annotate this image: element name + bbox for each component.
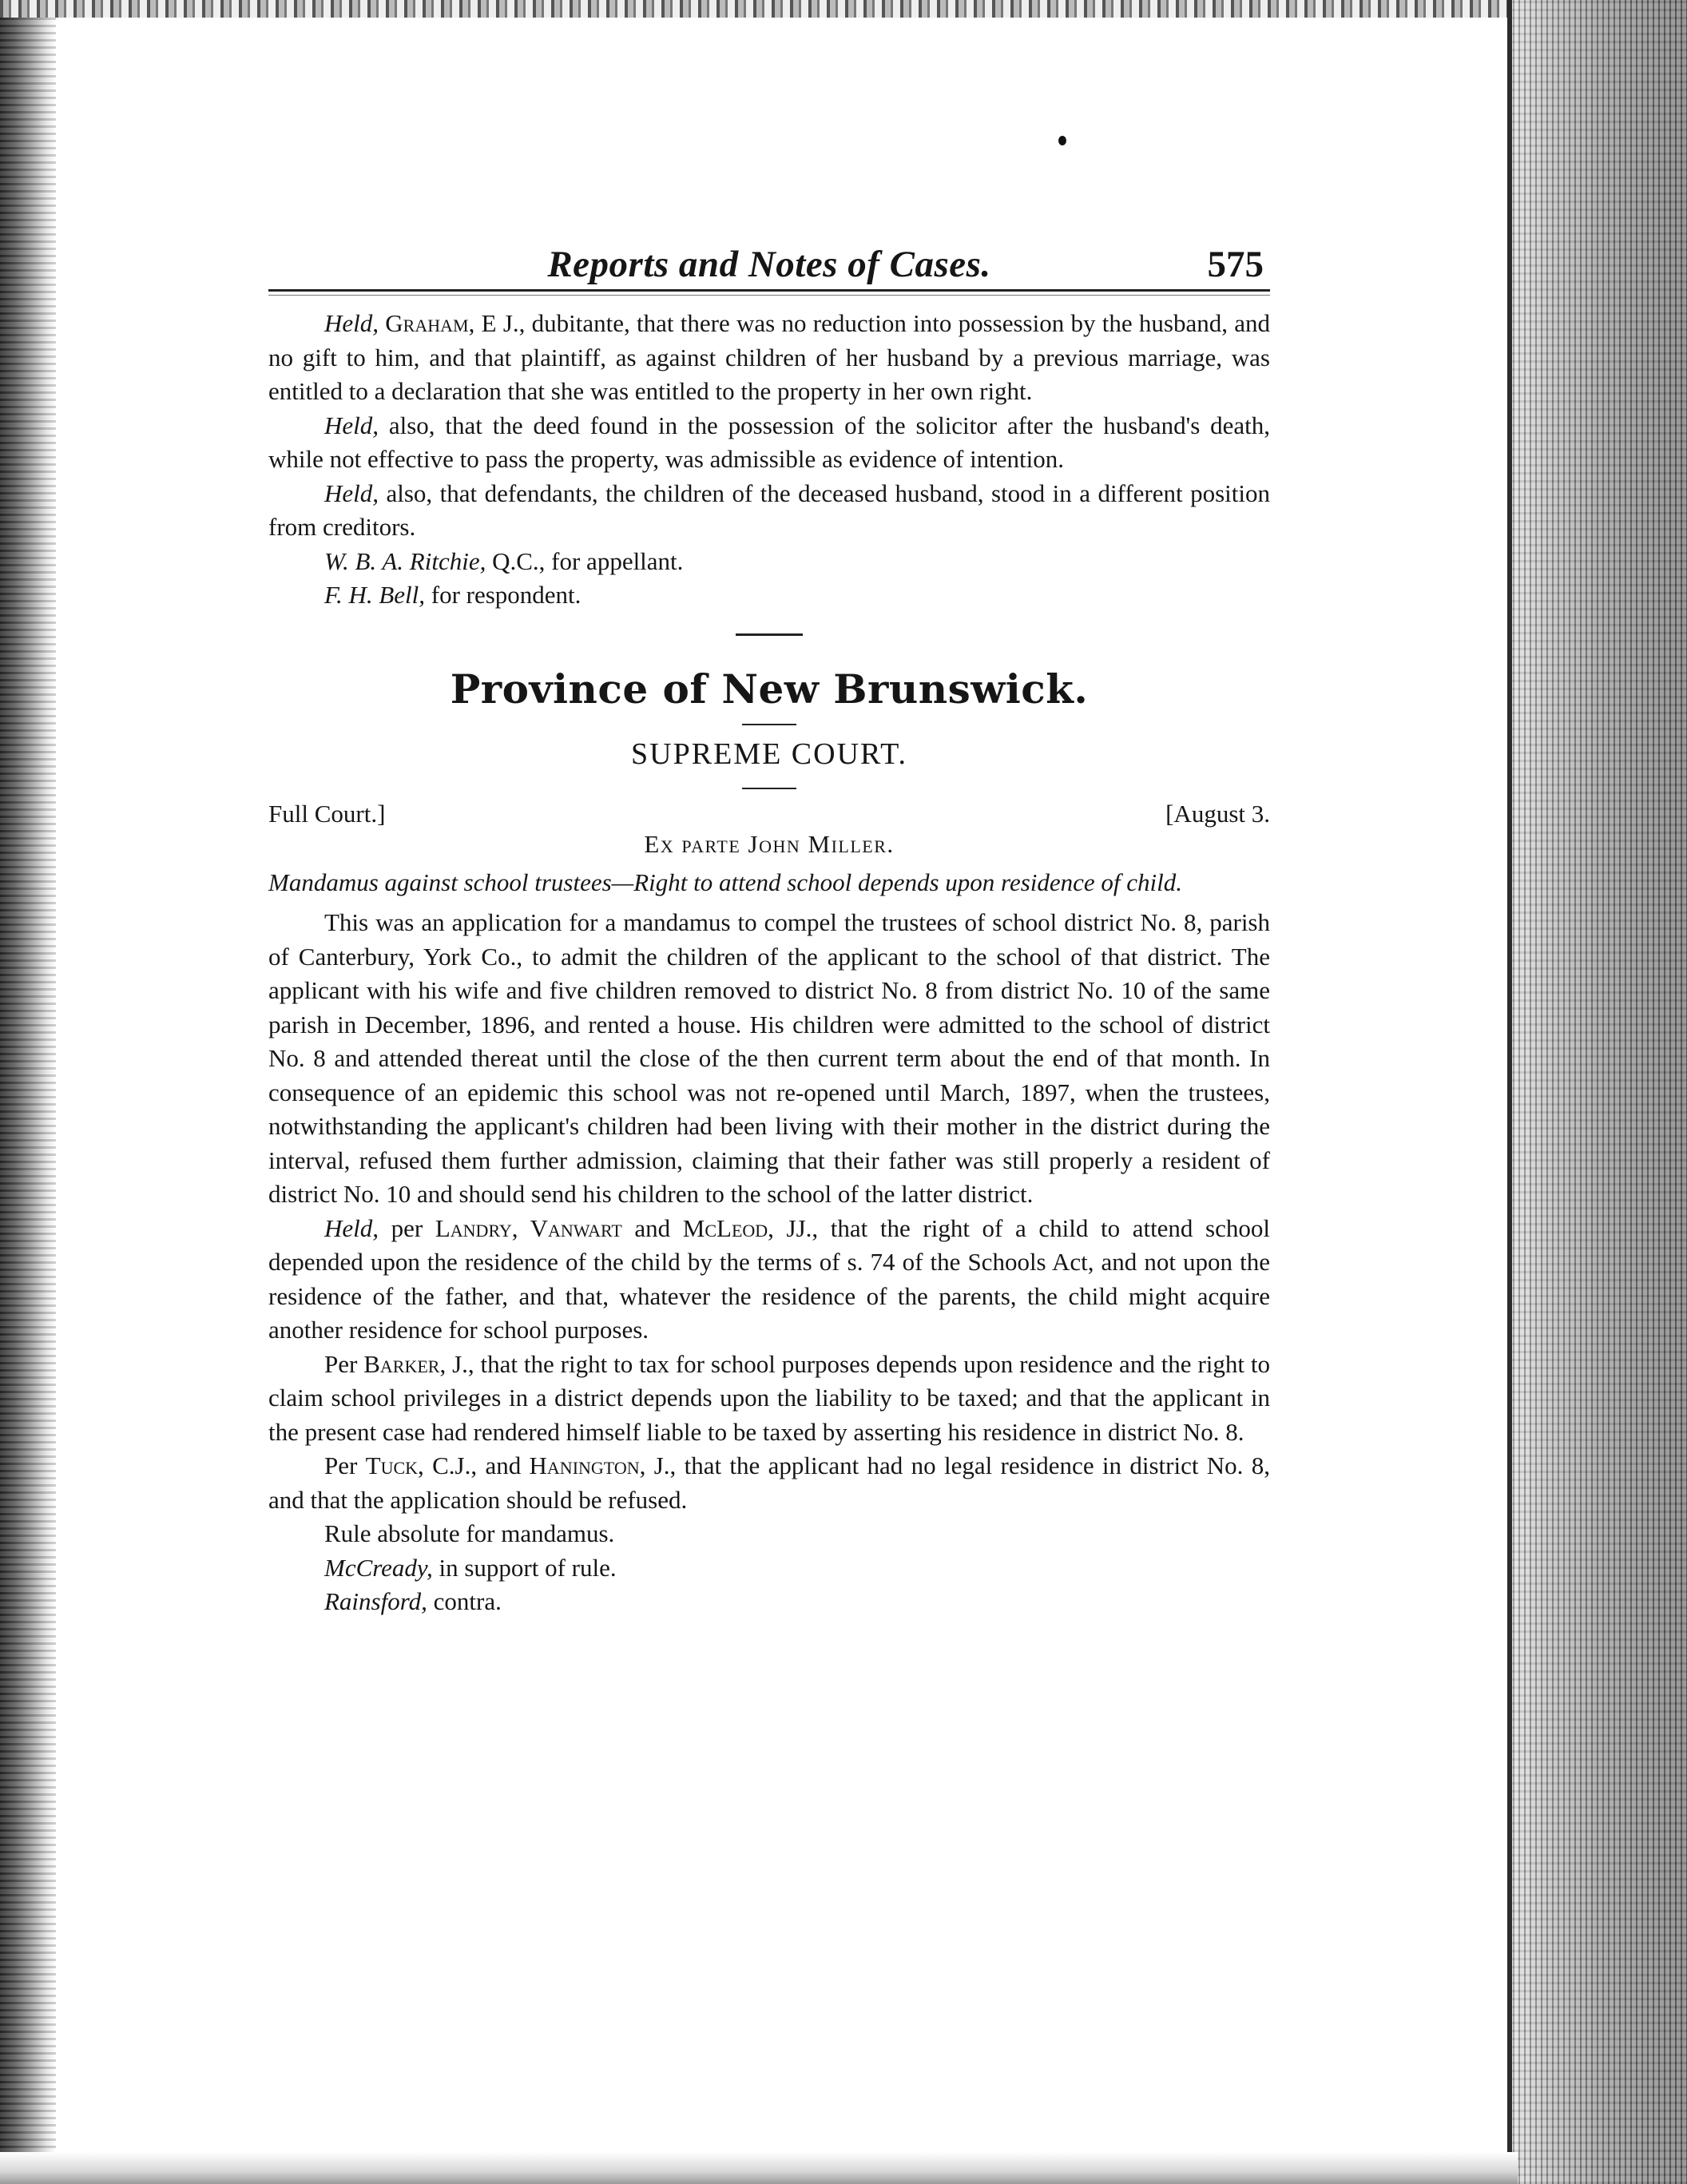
scan-right-edge (1507, 0, 1687, 2184)
paragraph-text: that the right of a child to attend school depended upon the residence of the child by the terms of s. 74 of the Schools Act, and not upon the residence of the father, and that, whatever the residence of the parents, the child might acquire another residence for school purposes. (268, 1213, 1270, 1344)
per-word: Per (324, 1349, 364, 1378)
counsel-name: F. H. Bell, (324, 581, 425, 609)
held-label: Held, (324, 478, 379, 507)
held-label: Held, (324, 411, 379, 439)
case-prefix: Ex parte (644, 829, 741, 858)
province-heading: Province of New Brunswick. (450, 665, 1089, 713)
judge-name: Graham, (385, 309, 475, 337)
counsel-appellant (268, 545, 1270, 579)
held-paragraph-1 (268, 307, 1270, 409)
running-header (268, 240, 1270, 292)
counsel-name: Rainsford, (324, 1587, 427, 1615)
court-divider (742, 788, 796, 789)
running-title: Reports and Notes of Cases. (547, 244, 991, 285)
judge-name: Hanington, (529, 1451, 646, 1479)
judge-name: Tuck, (365, 1451, 424, 1479)
heading-divider (742, 724, 796, 725)
section-divider (736, 633, 803, 636)
counsel-contra (268, 1585, 1270, 1619)
paragraph-text: also, that the deed found in the possession of the solicitor after the husband's death, while not effective to pass the property, was admissible as evidence of intention. (268, 411, 1270, 473)
held-label: Held, (324, 1213, 379, 1242)
counsel-support (268, 1551, 1270, 1586)
judge-name: Barker, (363, 1349, 447, 1378)
connector-text: C.J., and (423, 1451, 530, 1479)
jj-label: JJ., (773, 1213, 819, 1242)
scan-bottom-edge (0, 2152, 1518, 2184)
held-main-paragraph (268, 1212, 1270, 1348)
bench-date-row (268, 797, 1270, 831)
result-line: Rule absolute for mandamus. (324, 1519, 615, 1547)
per-word: Per (324, 1451, 366, 1479)
judge-name: McLeod, (682, 1213, 774, 1242)
ink-speck (1058, 136, 1066, 145)
counsel-role: contra. (427, 1587, 502, 1615)
court-heading: SUPREME COURT. (631, 737, 907, 771)
counsel-name: W. B. A. Ritchie, (324, 546, 486, 575)
scan-left-edge (0, 0, 56, 2184)
held-label: Held, (324, 309, 379, 337)
paragraph-text: J., that the applicant had no legal residence in district No. 8, and that the application should be refused. (268, 1451, 1270, 1514)
counsel-role: for respondent. (425, 581, 582, 609)
and-word: and (621, 1213, 683, 1242)
held-paragraph-2 (268, 409, 1270, 477)
counsel-name: McCready, (324, 1553, 433, 1582)
paragraph-text: J., that the right to tax for school purposes depends upon residence and the right to claim school privileges in a district depends upon the liability to be taxed; and that the applicant in the present case had rendered himself liable to be taxed by asserting his residence in district No. 8. (268, 1349, 1270, 1446)
page-body (268, 240, 1270, 1619)
tuck-paragraph (268, 1449, 1270, 1517)
held-paragraph-3 (268, 477, 1270, 545)
scan-top-edge (0, 0, 1518, 18)
per-word: per (379, 1213, 435, 1242)
counsel-role: in support of rule. (432, 1553, 617, 1582)
judge-name: Landry, (435, 1213, 518, 1242)
case-title (268, 828, 1270, 861)
judge-name: Vanwart (518, 1213, 622, 1242)
bench-label: Full Court.] (268, 799, 386, 828)
paragraph-text: E J., dubitante, that there was no reduction into possession by the husband, and no gift to him, and that plaintiff, as against children of her husband by a previous marriage, was entitled to a declaration that she was entitled to the property in her own right. (268, 309, 1271, 405)
facts-paragraph: This was an application for a mandamus to compel the trustees of school district No. 8, parish of Canterbury, York Co., to admit the children of the applicant to the school of that district. The applicant with his wife and five children removed to district No. 8 from district No. 10 of the same parish in December, 1896, and rented a house. His children were admitted to the school of district No. 8 and attended thereat until the close of the then current term about the end of that month. In consequence of an epidemic this school was not re-opened until March, 1897, when the trustees, notwithstanding the applicant's children had been living with their mother in the district during the interval, refused them further admission, claiming that their father was still properly a resident of district No. 10 and should send his children to the school of the latter district. (268, 908, 1270, 1208)
counsel-respondent (268, 578, 1270, 613)
decision-date: [August 3. (1165, 799, 1270, 828)
case-name: John Miller. (748, 829, 895, 858)
header-rule (268, 295, 1270, 296)
page-number: 575 (1207, 244, 1264, 285)
barker-paragraph (268, 1348, 1270, 1450)
headnote: Mandamus against school trustees—Right to attend school depends upon residence of child. (268, 868, 1183, 896)
paragraph-text: also, that defendants, the children of the deceased husband, stood in a different position from creditors. (268, 478, 1270, 541)
counsel-role: Q.C., for appellant. (486, 546, 684, 575)
